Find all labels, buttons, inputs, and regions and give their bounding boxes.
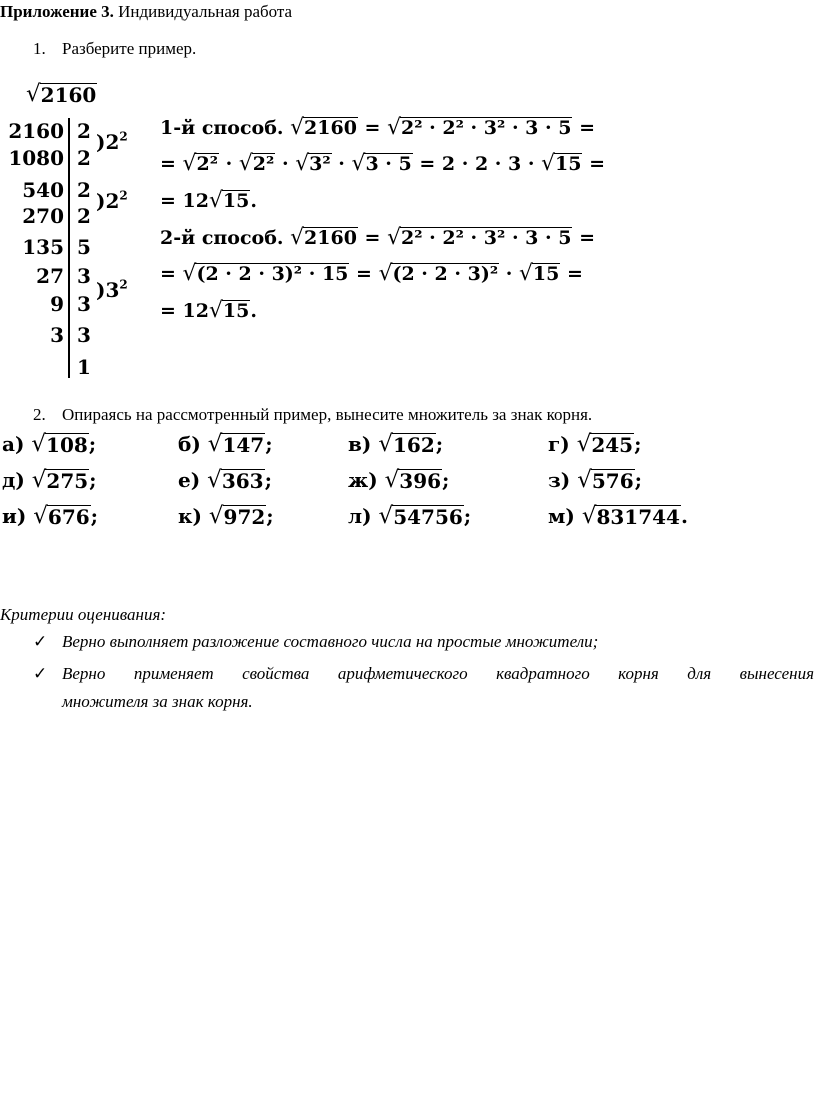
way1-label: 1-й способ.	[160, 117, 284, 139]
criteria-item: Верно выполняет разложение составного числа на простые множители;	[62, 632, 599, 651]
page-title	[0, 2, 292, 22]
check-icon: ✓	[33, 632, 48, 651]
exercise-item: а) √ 108 ;	[2, 431, 97, 457]
division-left: 270	[22, 204, 64, 228]
exercise-item: и) √ 676 ;	[2, 503, 99, 529]
division-left: 27	[36, 264, 64, 288]
exercise-item: д) √ 275 ;	[2, 467, 97, 493]
exercise-item: б) √ 147 ;	[178, 431, 273, 457]
task2-text: Опираясь на рассмотренный пример, вынесите множитель за знак корня.	[62, 405, 593, 424]
group-power: )$2^2$	[96, 129, 128, 154]
example-title-radicand: 2160	[40, 83, 97, 107]
exercise-item: м) √ 831744 .	[548, 503, 688, 529]
division-right: 2	[77, 119, 91, 143]
task1-text: Разберите пример.	[62, 39, 197, 58]
way1-line1: 1-й способ. √ 2160 = √ 2² · 2² · 3² · 3 · 5 =	[160, 115, 596, 140]
criteria-item-continuation: множителя за знак корня.	[62, 692, 253, 711]
exercise-item: г) √ 245 ;	[548, 431, 642, 457]
task2-number: 2.	[33, 405, 46, 424]
division-right: 2	[77, 204, 91, 228]
exercise-item: в) √ 162 ;	[348, 431, 444, 457]
division-right: 3	[77, 292, 91, 316]
exercise-item: к) √ 972 ;	[178, 503, 274, 529]
appendix-subtitle: Индивидуальная работа	[113, 2, 293, 21]
exercise-item: з) √ 576 ;	[548, 467, 642, 493]
way1-line2: = √ 2² · √ 2² · √ 3² · √ 3 · 5 = 2 · 2 · 3 · √ 15 =	[160, 151, 606, 176]
example-title: √ 2160	[26, 81, 97, 107]
way2-line3: = 12 √ 15 .	[160, 298, 257, 323]
division-right: 1	[77, 355, 91, 379]
division-right: 2	[77, 146, 91, 170]
check-icon: ✓	[33, 664, 48, 683]
division-left: 9	[50, 292, 64, 316]
division-left: 540	[22, 178, 64, 202]
division-left: 3	[50, 323, 64, 347]
division-right: 5	[77, 235, 91, 259]
exercise-item: ж) √ 396 ;	[348, 467, 450, 493]
division-left: 135	[22, 235, 64, 259]
division-right: 3	[77, 323, 91, 347]
group-power: )$2^2$	[96, 188, 128, 213]
criteria-title: Критерии оценивания:	[0, 605, 167, 624]
way2-line1: 2-й способ. √ 2160 = √ 2² · 2² · 3² · 3 · 5 =	[160, 225, 596, 250]
division-left: 1080	[8, 146, 64, 170]
appendix-label: Приложение 3.	[0, 2, 114, 21]
way2-label: 2-й способ.	[160, 227, 284, 249]
division-right: 3	[77, 264, 91, 288]
exercise-item: е) √ 363 ;	[178, 467, 272, 493]
way1-line3: = 12 √ 15 .	[160, 188, 257, 213]
way2-line2: = √ (2 · 2 · 3)² · 15 = √ (2 · 2 · 3)² · √ 15 =	[160, 261, 583, 286]
group-power: )$3^2$	[96, 277, 128, 302]
exercise-item: л) √ 54756 ;	[348, 503, 472, 529]
division-left: 2160	[8, 119, 64, 143]
division-bar	[68, 118, 70, 378]
task1-number: 1.	[33, 39, 46, 58]
division-right: 2	[77, 178, 91, 202]
criteria-item: Верно применяет свойства арифметического квадратного корня для вынесения	[62, 664, 814, 683]
